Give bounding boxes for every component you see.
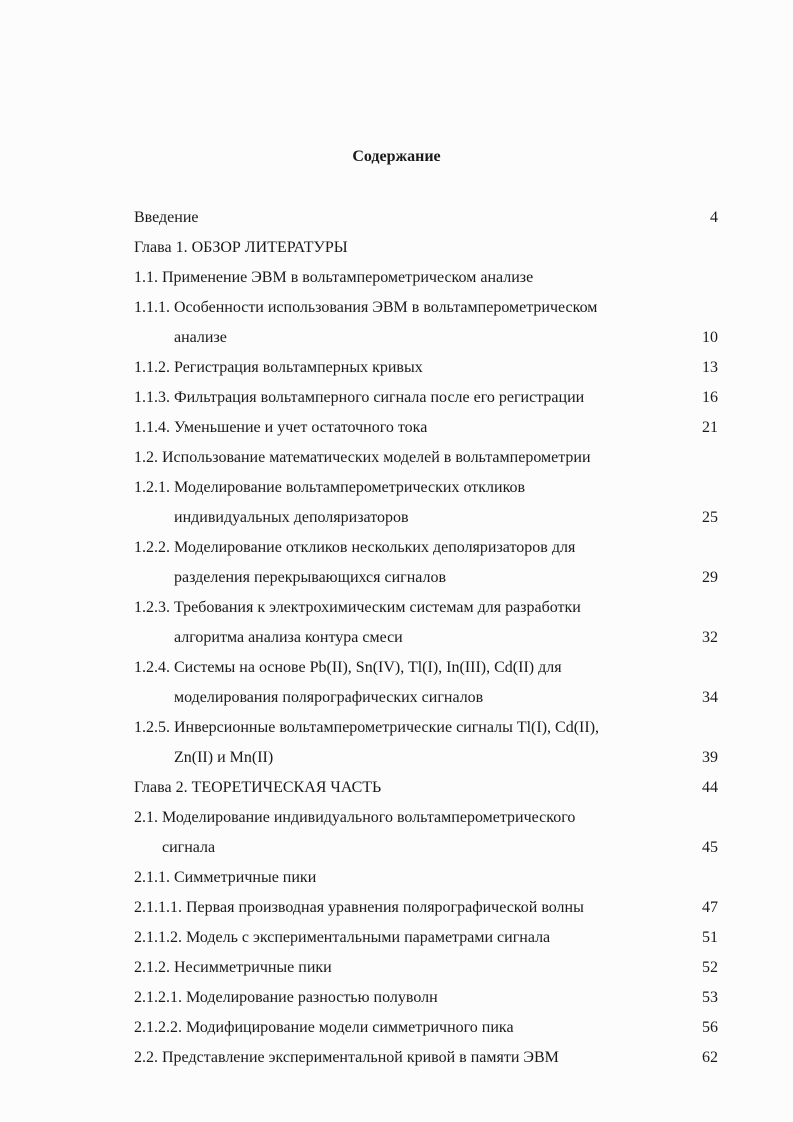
toc-entry [134,803,718,833]
toc-entry-text: разделения перекрывающихся сигналов [174,569,447,586]
toc-entry [134,863,718,893]
toc-page-number: 34 [702,689,718,706]
toc-entry-text: 1.2. Использование математических моделей в вольтамперометрии [134,449,591,466]
toc-page-number: 13 [702,359,718,376]
toc-page-number: 32 [702,629,718,646]
toc-entry [134,443,718,473]
toc-entry-text: моделирования полярографических сигналов [174,689,484,706]
toc-page-number: 21 [702,419,718,436]
toc-entry [134,713,718,743]
toc-entry [134,743,718,773]
toc-entry-text: 1.2.1. Моделирование вольтамперометрических откликов [134,479,526,496]
toc-entry [134,683,718,713]
toc-entry [134,473,718,503]
toc-page-number: 44 [702,779,718,796]
toc-entry-text: Глава 2. ТЕОРЕТИЧЕСКАЯ ЧАСТЬ [134,779,382,796]
toc-entry [134,503,718,533]
toc-entry [134,923,718,953]
toc-entry-text: 1.1.2. Регистрация вольтамперных кривых [134,359,423,376]
toc-entry-text: Глава 1. ОБЗОР ЛИТЕРАТУРЫ [134,239,348,256]
toc-entry-text: 1.1.1. Особенности использования ЭВМ в вольтамперометрическом [134,299,598,316]
toc-page-number: 51 [702,929,718,946]
toc-entry [134,1013,718,1043]
toc-entry-text: 2.1.1.2. Модель с экспериментальными параметрами сигнала [134,929,551,946]
toc-entry [134,953,718,983]
toc-entry-text: 2.1.2.2. Модифицирование модели симметричного пика [134,1019,514,1036]
toc-entry [134,293,718,323]
toc-page-number: 25 [702,509,718,526]
toc-page-number: 45 [702,839,718,856]
toc-entry-text: индивидуальных деполяризаторов [174,509,409,526]
toc-entry-text: 1.2.2. Моделирование откликов нескольких деполяризаторов для [134,539,576,556]
toc-page-number: 52 [702,959,718,976]
toc-page-number: 53 [702,989,718,1006]
toc-entry-text: алгоритма анализа контура смеси [174,629,403,646]
toc-entry-text: 2.1.2. Несимметричные пики [134,959,332,976]
toc-page-number: 16 [702,389,718,406]
toc-entry [134,593,718,623]
toc-entry-text: Zn(II) и Mn(II) [174,749,274,766]
toc-entry-text: 1.2.4. Системы на основе Pb(II), Sn(IV), Tl(I), In(III), Cd(II) для [134,659,562,676]
toc-entry [134,383,718,413]
toc-page-number: 62 [702,1049,718,1066]
toc-entry-text: 2.2. Представление экспериментальной кривой в памяти ЭВМ [134,1049,559,1066]
toc-entry-text: 1.1.4. Уменьшение и учет остаточного тока [134,419,428,436]
toc-entry [134,203,718,233]
toc-page-number: 56 [702,1019,718,1036]
toc-entry [134,563,718,593]
toc-entry [134,833,718,863]
toc-page-number: 4 [710,209,718,226]
toc-entry [134,413,718,443]
page-title: Содержание [352,148,441,165]
toc-entry-text: сигнала [162,839,216,856]
toc-page-number: 47 [702,899,718,916]
toc-entry-text: 2.1.1. Симметричные пики [134,869,317,886]
toc-page-number: 10 [702,329,718,346]
toc-entry [134,653,718,683]
toc-entry [134,623,718,653]
toc-entry [134,323,718,353]
toc-entry-text: 2.1.1.1. Первая производная уравнения полярографической волны [134,899,584,916]
toc-entry [134,983,718,1013]
toc-entry-text: 1.2.3. Требования к электрохимическим системам для разработки [134,599,581,616]
toc-entry-text: Введение [134,209,199,226]
toc-entry [134,353,718,383]
toc-page-number: 29 [702,569,718,586]
table-of-contents [134,203,718,1073]
toc-entry [134,263,718,293]
toc-entry-text: 2.1.2.1. Моделирование разностью полуволн [134,989,438,1006]
toc-page-number: 39 [702,749,718,766]
toc-entry-text: 2.1. Моделирование индивидуального вольтамперометрического [134,809,576,826]
toc-entry [134,533,718,563]
toc-entry-text: 1.1. Применение ЭВМ в вольтамперометрическом анализе [134,269,534,286]
toc-entry-text: 1.1.3. Фильтрация вольтамперного сигнала после его регистрации [134,389,585,406]
toc-entry [134,893,718,923]
toc-entry-text: 1.2.5. Инверсионные вольтамперометрические сигналы Tl(I), Cd(II), [134,719,600,736]
toc-entry [134,233,718,263]
toc-entry-text: анализе [174,329,227,346]
toc-entry [134,1043,718,1073]
toc-entry [134,773,718,803]
